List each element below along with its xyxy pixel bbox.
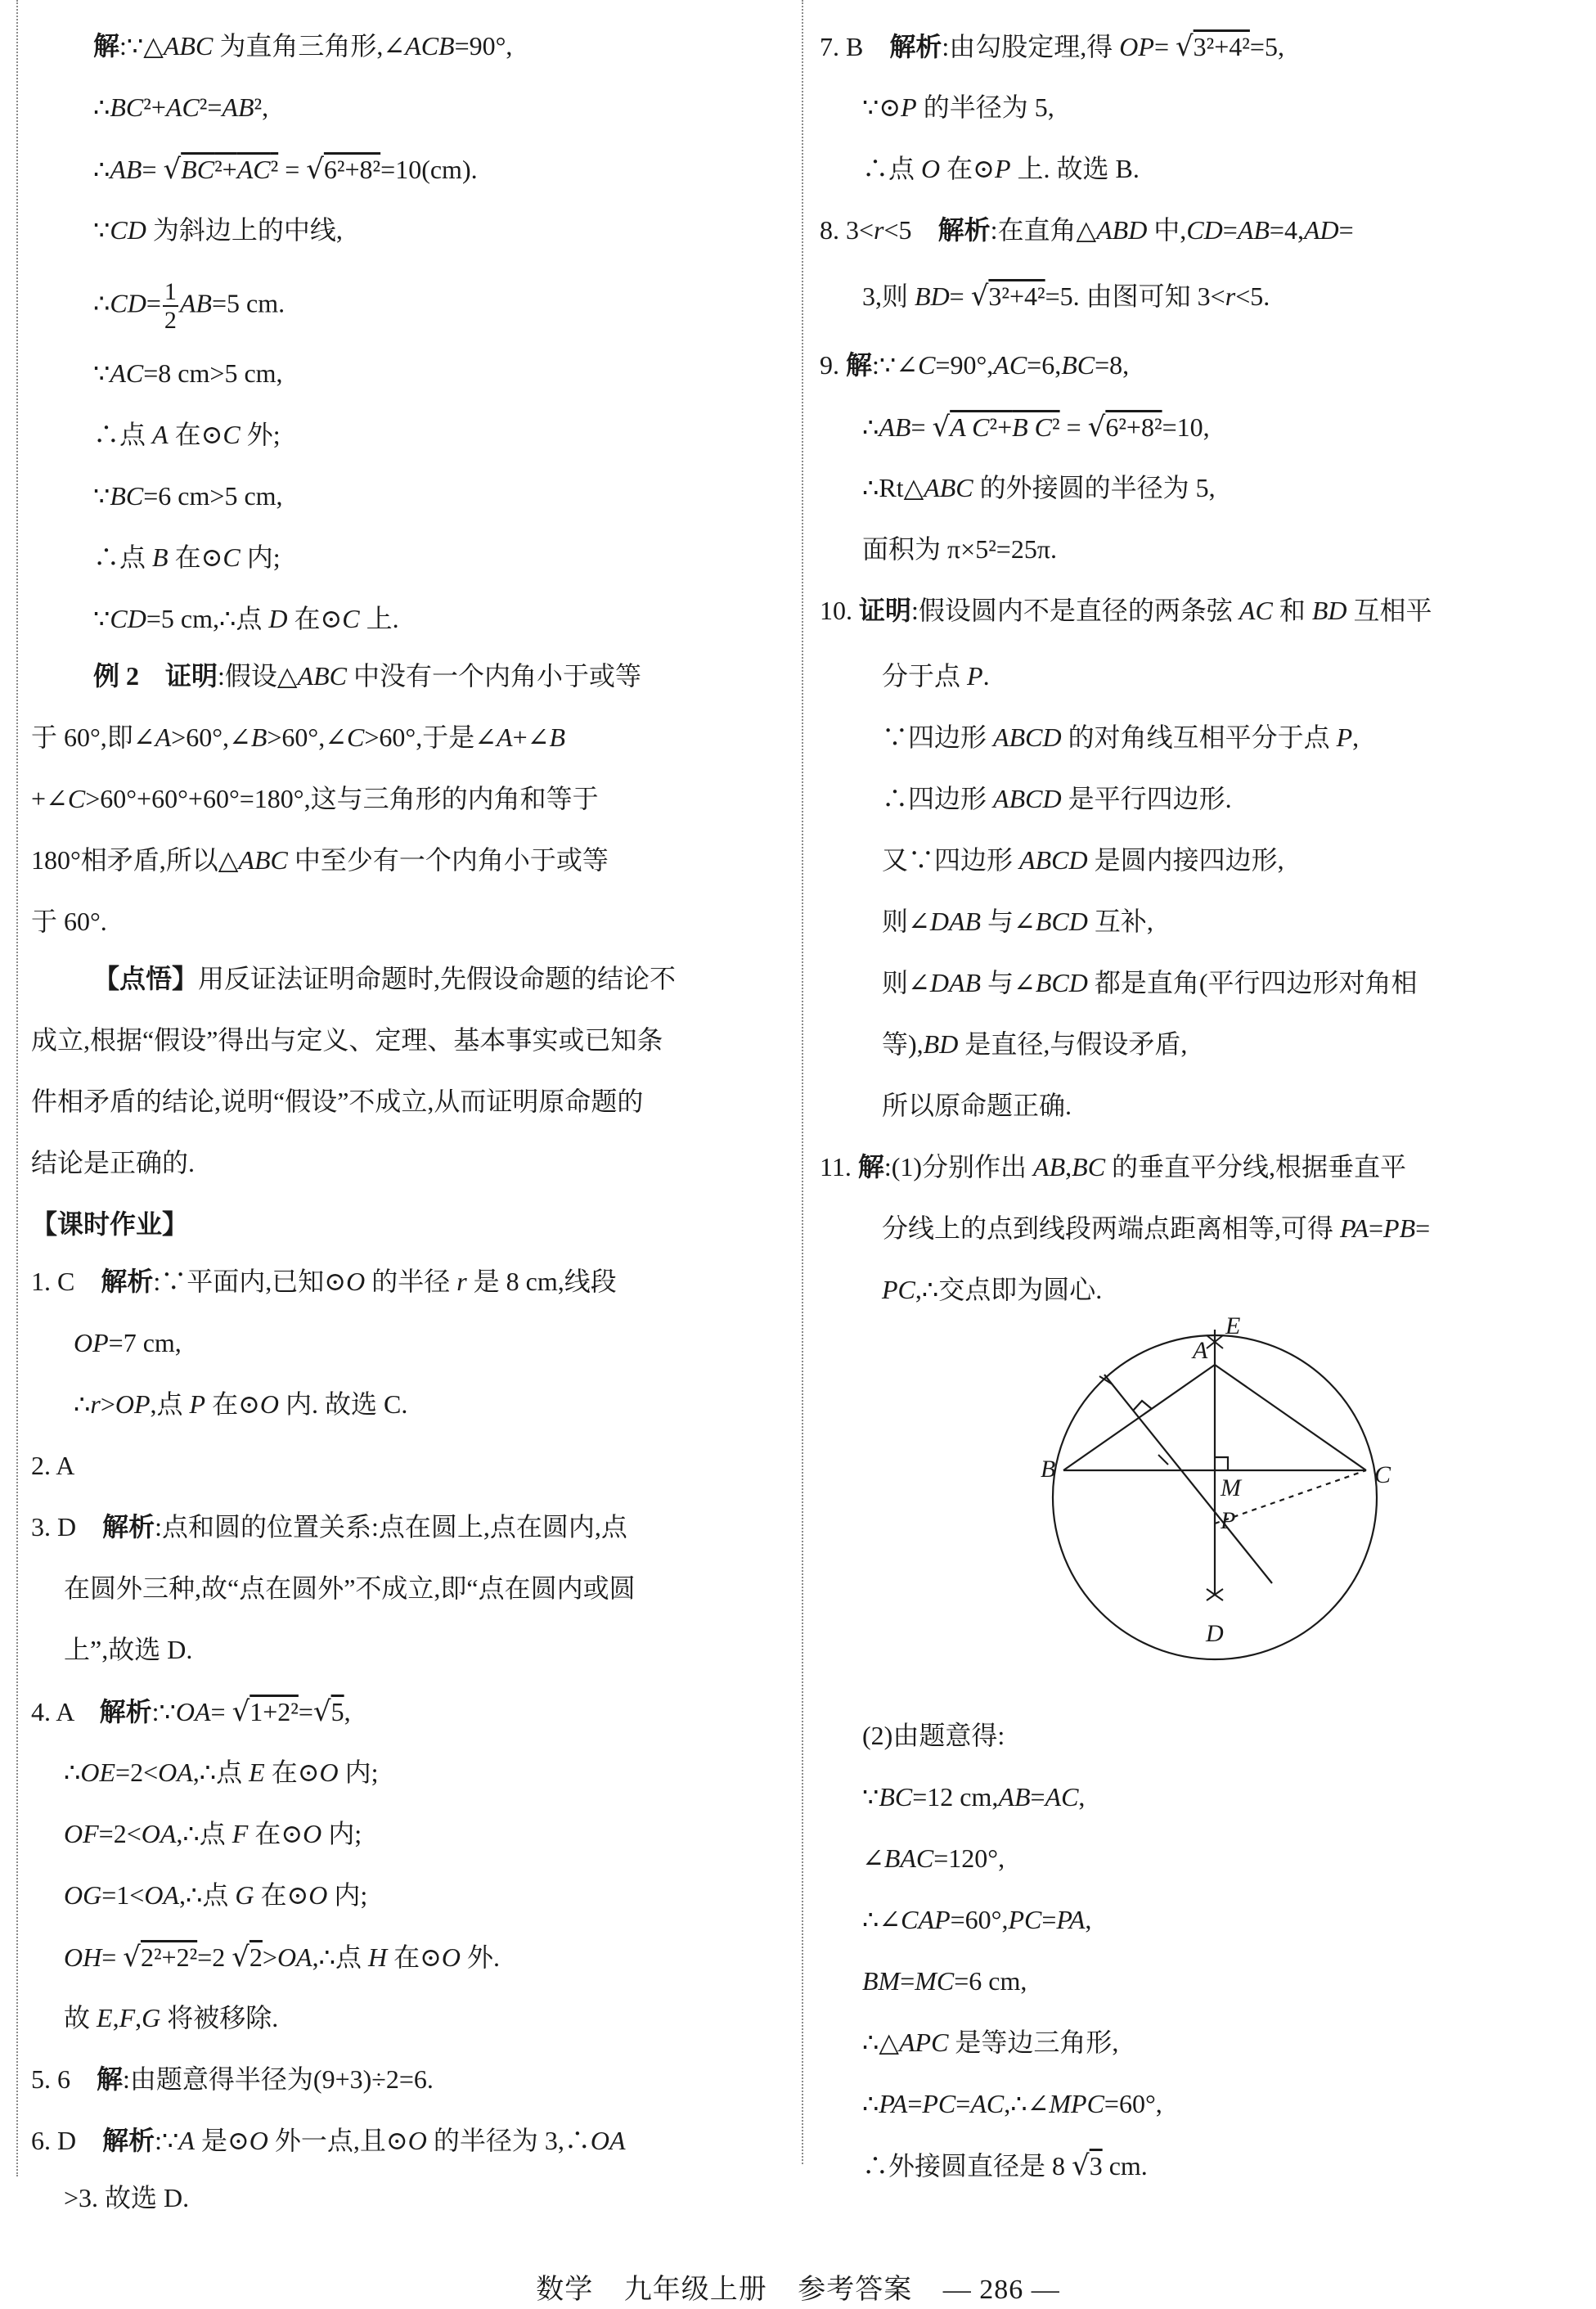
right-text-line: ∴AB= √A C²+B C² = √6²+8²=10,	[862, 411, 1210, 443]
left-text-line: ∴BC²+AC²=AB²,	[93, 92, 269, 122]
right-text-line: ∴点 O 在⊙P 上. 故选 B.	[862, 154, 1140, 183]
footer-subject: 数学	[536, 2275, 594, 2305]
segment-AC	[1215, 1365, 1366, 1470]
left-text-line: ∴点 B 在⊙C 内;	[93, 542, 281, 572]
circle-construction-figure	[1027, 1309, 1411, 1694]
right-text-line: 则∠DAB 与∠BCD 互补,	[882, 907, 1153, 936]
left-text-line: +∠C>60°+60°+60°=180°,这与三角形的内角和等于	[31, 784, 599, 813]
right-text-line: (2)由题意得:	[862, 1721, 1005, 1750]
right-text-line: 所以原命题正确.	[882, 1091, 1072, 1120]
left-text-line: ∴AB= √BC²+AC² = √6²+8²=10(cm).	[93, 153, 478, 186]
right-text-line: 分线上的点到线段两端点距离相等,可得 PA=PB=	[882, 1213, 1431, 1243]
label-C: C	[1374, 1461, 1391, 1488]
left-text-line: 解:∵△ABC 为直角三角形,∠ACB=90°,	[93, 31, 513, 61]
left-text-line: 于 60°.	[31, 907, 107, 936]
left-text-line: 件相矛盾的结论,说明“假设”不成立,从而证明原命题的	[31, 1087, 644, 1116]
right-text-line: ∴∠CAP=60°,PC=PA,	[862, 1905, 1092, 1934]
label-D: D	[1206, 1620, 1224, 1647]
right-text-line: ∴四边形 ABCD 是平行四边形.	[882, 784, 1232, 813]
label-E: E	[1225, 1312, 1241, 1339]
right-text-line: ∵⊙P 的半径为 5,	[862, 92, 1054, 122]
right-text-line: 11. 解:(1)分别作出 AB,BC 的垂直平分线,根据垂直平	[820, 1152, 1407, 1182]
right-text-line: ∵BC=12 cm,AB=AC,	[862, 1782, 1086, 1812]
right-text-line: ∵四边形 ABCD 的对角线互相平分于点 P,	[882, 722, 1360, 752]
left-text-line: 例 2 证明:假设△ABC 中没有一个内角小于或等	[93, 661, 641, 691]
right-text-line: ∴PA=PC=AC,∴∠MPC=60°,	[862, 2089, 1162, 2118]
left-text-line: ∴OE=2<OA,∴点 E 在⊙O 内;	[64, 1758, 379, 1787]
perpendicular-bisector-AB	[1104, 1375, 1272, 1583]
label-B: B	[1041, 1456, 1056, 1483]
left-text-line: 成立,根据“假设”得出与定义、定理、基本事实或已知条	[31, 1025, 663, 1055]
right-text-line: ∴外接圆直径是 8 √3 cm.	[862, 2149, 1148, 2182]
left-text-line: ∴CD= $\frac{1}{2}$ AB=5 cm.	[93, 278, 285, 334]
right-text-line: 3,则 BD= √3²+4²=5. 由图可知 3<r<5.	[862, 280, 1270, 313]
left-text-line: 4. A 解析:∵OA= √1+2²=√5,	[31, 1695, 351, 1728]
left-text-line: 3. D 解析:点和圆的位置关系:点在圆上,点在圆内,点	[31, 1512, 627, 1542]
right-text-line: BM=MC=6 cm,	[862, 1966, 1027, 1996]
left-text-line: 在圆外三种,故“点在圆外”不成立,即“点在圆内或圆	[64, 1573, 636, 1603]
right-text-line: ∠BAC=120°,	[862, 1843, 1005, 1873]
left-text-line: ∴r>OP,点 P 在⊙O 内. 故选 C.	[74, 1389, 408, 1419]
right-text-line: 面积为 π×5²=25π.	[862, 534, 1058, 564]
left-text-line: 结论是正确的.	[31, 1148, 196, 1177]
left-text-line: 【课时作业】	[31, 1209, 189, 1239]
column-divider	[802, 0, 803, 2164]
footer-grade: 九年级上册	[623, 2275, 767, 2305]
left-text-line: ∵AC=8 cm>5 cm,	[93, 358, 283, 388]
label-A: A	[1193, 1337, 1208, 1364]
left-margin-rule	[16, 0, 18, 2176]
page-footer	[0, 2266, 1596, 2307]
footer-section: 参考答案	[798, 2275, 913, 2305]
left-text-line: OP=7 cm,	[74, 1328, 182, 1357]
left-text-line: 于 60°,即∠A>60°,∠B>60°,∠C>60°,于是∠A+∠B	[31, 722, 565, 752]
right-text-line: 8. 3<r<5 解析:在直角△ABD 中,CD=AB=4,AD=	[820, 215, 1354, 245]
right-text-line: 又∵四边形 ABCD 是圆内接四边形,	[882, 845, 1284, 875]
right-text-line: 10. 证明:假设圆内不是直径的两条弦 AC 和 BD 互相平	[820, 596, 1432, 625]
left-text-line: ∵CD=5 cm,∴点 D 在⊙C 上.	[93, 604, 399, 633]
left-text-line: 【点悟】用反证法证明命题时,先假设命题的结论不	[93, 964, 677, 993]
right-text-line: 等),BD 是直径,与假设矛盾,	[882, 1029, 1188, 1059]
left-text-line: ∴点 A 在⊙C 外;	[93, 420, 281, 449]
label-P: P	[1221, 1507, 1236, 1534]
label-M: M	[1221, 1474, 1241, 1501]
left-text-line: ∵CD 为斜边上的中线,	[93, 215, 343, 245]
left-text-line: 5. 6 解:由题意得半径为(9+3)÷2=6.	[31, 2064, 434, 2094]
left-text-line: 2. A	[31, 1451, 75, 1480]
arc-mark-ab-mid	[1158, 1455, 1168, 1465]
right-text-line: ∴△APC 是等边三角形,	[862, 2028, 1119, 2057]
right-text-line: 9. 解:∵∠C=90°,AC=6,BC=8,	[820, 350, 1130, 380]
left-text-line: OH= √2²+2²=2 √2>OA,∴点 H 在⊙O 外.	[64, 1941, 501, 1974]
left-text-line: >3. 故选 D.	[64, 2183, 190, 2212]
left-text-line: 1. C 解析:∵平面内,已知⊙O 的半径 r 是 8 cm,线段	[31, 1267, 617, 1296]
right-text-line: 则∠DAB 与∠BCD 都是直角(平行四边形对角相	[882, 968, 1418, 997]
left-text-line: 6. D 解析:∵A 是⊙O 外一点,且⊙O 的半径为 3,∴OA	[31, 2126, 626, 2155]
right-angle-mark-AB	[1133, 1401, 1152, 1411]
footer-page-number: — 286 —	[942, 2275, 1060, 2305]
left-text-line: OG=1<OA,∴点 G 在⊙O 内;	[64, 1880, 368, 1910]
left-text-line: 上”,故选 D.	[64, 1635, 193, 1664]
right-text-line: 7. B 解析:由勾股定理,得 OP= √3²+4²=5,	[820, 30, 1284, 63]
right-text-line: PC,∴交点即为圆心.	[882, 1275, 1103, 1304]
right-text-line: 分于点 P.	[882, 661, 990, 691]
right-angle-mark-M	[1215, 1457, 1228, 1470]
left-text-line: ∵BC=6 cm>5 cm,	[93, 481, 283, 511]
left-text-line: 故 E,F,G 将被移除.	[64, 2003, 279, 2032]
left-text-line: OF=2<OA,∴点 F 在⊙O 内;	[64, 1819, 362, 1848]
right-text-line: ∴Rt△ABC 的外接圆的半径为 5,	[862, 473, 1216, 502]
left-text-line: 180°相矛盾,所以△ABC 中至少有一个内角小于或等	[31, 845, 609, 875]
